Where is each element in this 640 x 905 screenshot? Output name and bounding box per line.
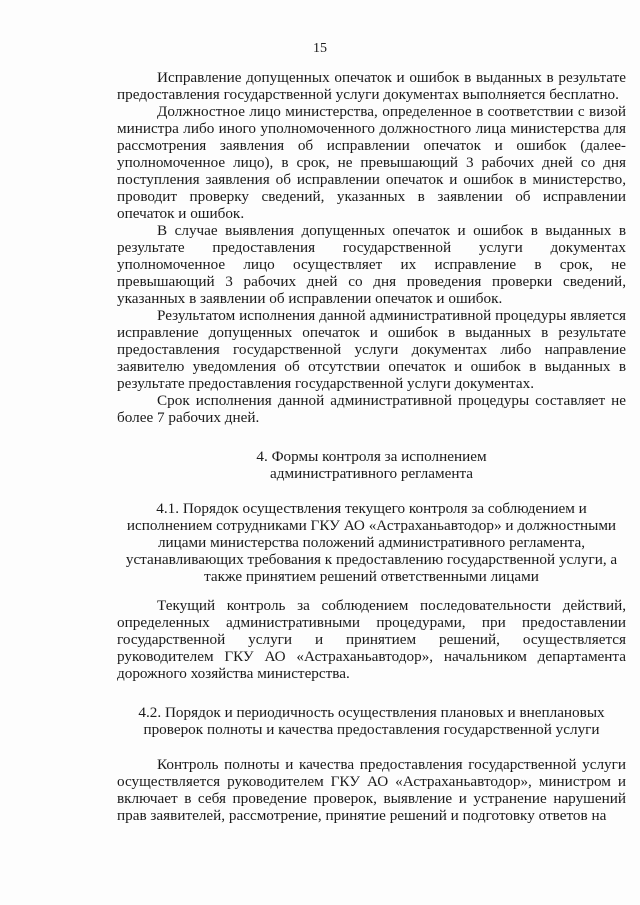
section-4-1-paragraph: Текущий контроль за соблюдением последовательности действий, определенных административными процедурами, при предоставлении государственной услуги и принятием решений, осуществляется руководителем ГКУ АО «Астраханьавтодор», начальником департамента дорожного хозяйства министерства. [117, 597, 626, 682]
spacer [117, 426, 626, 448]
paragraph-responsible-official: Должностное лицо министерства, определенное в соответствии с визой министра либо иного уполномоченного должностного лица министерства для рассмотрения заявления об исправлении опечаток и ошибок (далее- уполномоченное лицо), в срок, не превышающий 3 рабочих дней со дня поступления заявления об исправлении опечаток и ошибок в министерство, проводит проверку сведений, указанных в заявлении об исправлении опечаток и ошибок. [117, 103, 626, 222]
section-4-title-line1: 4. Формы контроля за исполнением [256, 448, 487, 465]
document-body [117, 69, 626, 824]
paragraph-correction-free: Исправление допущенных опечаток и ошибок в выданных в результате предоставления государственной услуги документах выполняется бесплатно. [117, 69, 626, 103]
section-4-2-heading: 4.2. Порядок и периодичность осуществления плановых и внеплановых проверок полноты и качества предоставления государственной услуги [138, 704, 605, 738]
section-4-title-line2: административного регламента [269, 465, 474, 482]
paragraph-procedure-deadline: Срок исполнения данной административной процедуры составляет не более 7 рабочих дней. [117, 392, 626, 426]
spacer [117, 738, 626, 756]
paragraph-procedure-result: Результатом исполнения данной административной процедуры является исправление допущенных опечаток и ошибок в выданных в результате предоставления государственной услуги документах либо направление заявителю уведомления об отсутствии опечаток и ошибок в выданных в результате предоставления государственной услуги документах. [117, 307, 626, 392]
spacer [117, 585, 626, 597]
section-4-2-paragraph: Контроль полноты и качества предоставления государственной услуги осуществляется руководителем ГКУ АО «Астраханьавтодор», министром и включает в себя проведение проверок, выявление и устранение нарушений прав заявителей, рассмотрение, принятие решений и подготовку ответов на [117, 756, 626, 824]
paragraph-errors-found: В случае выявления допущенных опечаток и ошибок в выданных в результате предоставления государственной услуги документах уполномоченное лицо осуществляет их исправление в срок, не превышающий 3 рабочих дней со дня проведения проверки сведений, указанных в заявлении об исправлении опечаток и ошибок. [117, 222, 626, 307]
spacer [117, 682, 626, 704]
spacer [117, 482, 626, 500]
page-number: 15 [313, 41, 327, 56]
section-4-1-heading: 4.1. Порядок осуществления текущего контроля за соблюдением и исполнением сотрудниками ГКУ АО «Астраханьавтодор» и должностными лицами министерства положений административного регламента, устанавливающих требования к предоставлению государственной услуги, а также принятием решений ответственными лицами [125, 500, 618, 585]
